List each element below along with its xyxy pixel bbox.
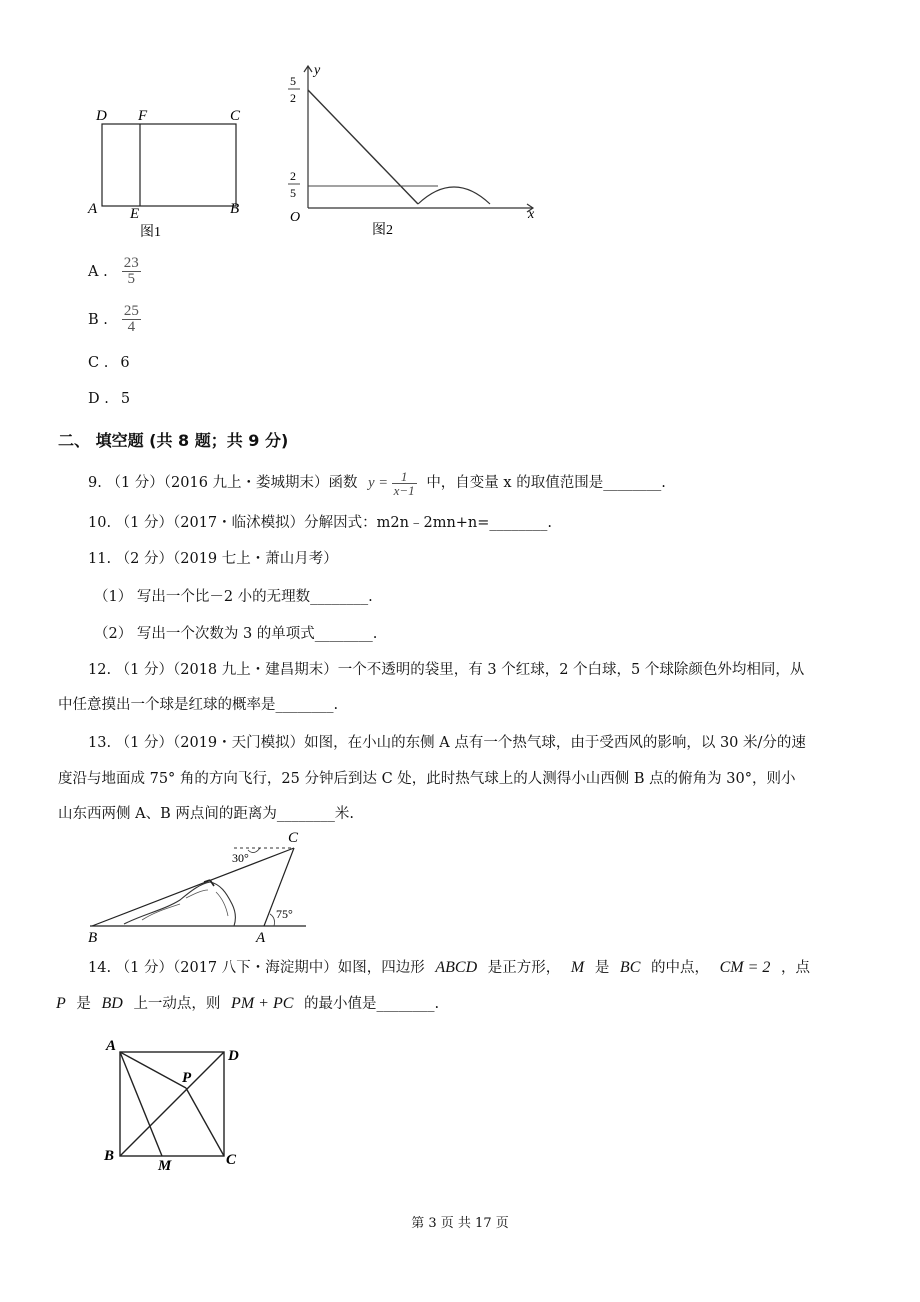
q14-seg6: 是 [76,996,91,1012]
q14-fig-label-a: A [106,1038,117,1054]
q14-fig-label-b: B [104,1148,115,1164]
q14-bc: BC [619,959,641,976]
q14-seg1: 14. （1 分）（2017 八下・海淀期中）如图，四边形 [88,960,425,976]
fig2-ytop-num: 5 [290,74,296,88]
fig2-ylow-num: 2 [290,169,296,183]
q14-fig-label-c: C [226,1152,237,1168]
option-a-fraction [122,256,141,287]
question-13-line-3: 山东西两侧 A、B 两点间的距离为________米. [58,806,354,822]
option-d [88,391,130,407]
question-13-line-1: 13. （1 分）（2019・天门模拟）如图，在小山的东侧 A 点有一个热气球，由于受西风的影响，以 30 米/分的速 [88,735,806,751]
q9-num: 1 [392,470,417,484]
fig1-label-c: C [230,108,241,124]
question-11-stem: 11. （2 分）（2019 七上・萧山月考） [88,551,338,567]
q14-seg8: 的最小值是________. [304,996,440,1012]
question-10: 10. （1 分）（2017・临沭模拟）分解因式：m2n﹣2mn+n=________. [88,515,553,531]
q13-label-c: C [288,830,299,846]
q13-angle-75: 75° [276,907,293,921]
figure-2-graph [278,58,548,238]
option-a-letter: A . [88,263,108,280]
figure-1-rectangle [80,100,250,240]
q13-label-a: A [256,930,266,946]
option-c [88,355,130,371]
option-a-den: 5 [127,271,135,287]
q14-m: M [570,959,585,976]
option-b [88,304,141,335]
option-d-text: 5 [120,391,131,407]
q14-seg5: ，点 [781,960,810,976]
q9-prefix: 9. （1 分）（2016 九上・娄城期末）函数 [88,474,358,491]
fig1-label-b: B [230,201,240,217]
option-a-num: 23 [123,255,139,271]
option-b-fraction [122,304,141,335]
q9-formula-y: y = [368,475,389,491]
fig2-ytop-den: 2 [290,91,296,105]
q14-seg3: 是 [594,960,610,976]
option-c-text: 6 [120,355,130,371]
q9-fraction [392,470,417,497]
q14-fig-label-p: P [182,1070,192,1086]
q9-suffix: 中，自变量 x 的取值范围是________. [426,474,666,491]
fig1-label-a: A [88,201,98,217]
q14-fig-label-d: D [228,1048,239,1064]
q14-abcd: ABCD [435,959,478,976]
q13-angle-30: 30° [232,851,249,865]
question-13-line-2: 度沿与地面成 75° 角的方向飞行，25 分钟后到达 C 处，此时热气球上的人测得小山西侧 B 点的俯角为 30°，则小 [58,771,796,787]
option-a [88,256,141,287]
fig2-x-label: x [528,207,535,222]
q14-seg7: 上一动点，则 [133,996,221,1012]
fig2-ylow-den: 5 [290,186,296,200]
q14-bd: BD [101,995,123,1012]
question-11-part-1: （1） 写出一个比－2 小的无理数________. [94,589,373,605]
option-b-letter: B . [88,311,108,328]
fig1-caption: 图1 [140,225,161,240]
q13-label-b: B [88,930,98,946]
option-d-letter: D . [88,391,109,407]
q9-formula [368,469,420,498]
fig1-label-f: F [138,108,148,124]
question-14-line-2 [56,992,439,1013]
fig1-label-d: D [96,108,107,124]
q14-expr: PM + PC [231,995,294,1012]
q14-cm: CM = 2 [719,959,771,976]
question-12-line-2: 中任意摸出一个球是红球的概率是________. [58,697,339,713]
q14-p: P [56,995,66,1012]
question-14-line-1 [88,956,810,977]
q14-seg4: 的中点， [650,960,709,976]
fig1-label-e: E [130,206,140,222]
q14-fig-label-m: M [158,1158,172,1172]
question-11-part-2: （2） 写出一个次数为 3 的单项式________. [94,626,378,642]
option-b-den: 4 [127,319,136,335]
q9-den: x−1 [393,483,415,498]
fig2-caption: 图2 [372,223,393,238]
question-9 [88,470,666,497]
question-14-figure [100,1036,260,1172]
q14-seg2: 是正方形， [487,960,561,976]
question-12-line-1: 12. （1 分）（2018 九上・建昌期末）一个不透明的袋里，有 3 个红球，2 个白球，5 个球除颜色外均相同，从 [88,662,805,678]
question-13-figure [84,826,314,946]
fig2-y-label: y [314,63,321,78]
section-title: 二、 填空题 (共 8 题；共 9 分) [58,431,289,450]
option-c-letter: C . [88,355,109,371]
fig2-origin-label: O [290,210,301,225]
page-footer: 第 3 页 共 17 页 [411,1216,509,1231]
option-b-num: 25 [123,303,139,319]
